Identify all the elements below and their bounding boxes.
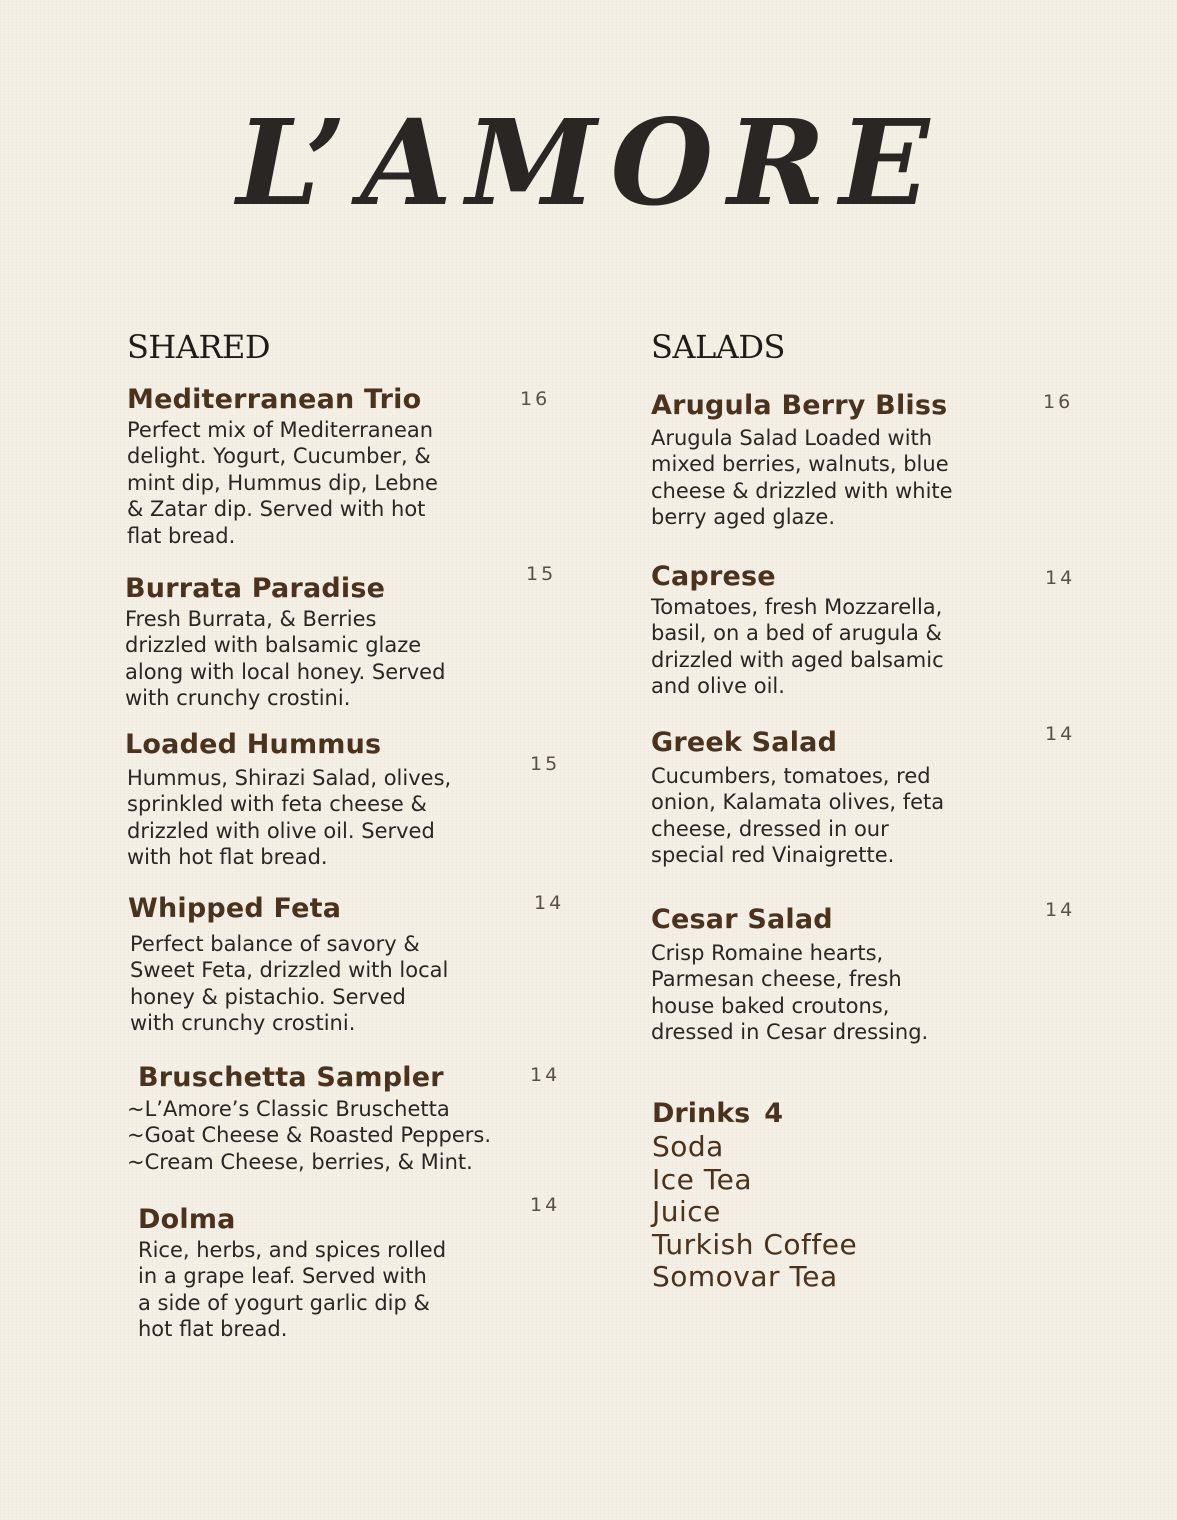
item-description	[651, 940, 1091, 1046]
item-name: Cesar Salad	[651, 904, 833, 935]
description-line: Crisp Romaine hearts,	[651, 941, 884, 965]
description-line: Arugula Salad Loaded with	[651, 426, 933, 450]
menu-item-dolma	[138, 1204, 578, 1343]
description-line: a side of yogurt garlic dip &	[138, 1290, 430, 1315]
restaurant-logo: L’AMORE	[236, 93, 944, 232]
drink-item: Juice	[652, 1195, 721, 1228]
item-name: Dolma	[138, 1204, 236, 1235]
description-line: Sweet Feta, drizzled with local	[130, 958, 449, 983]
item-name: Loaded Hummus	[125, 729, 382, 760]
description-line: Perfect mix of Mediterranean	[127, 418, 434, 442]
menu-item-whipped-feta	[128, 893, 568, 1037]
menu-item-arugula-berry-bliss	[651, 390, 1091, 531]
item-name: Mediterranean Trio	[127, 384, 422, 415]
item-description	[127, 417, 567, 549]
drinks-section	[652, 1097, 1032, 1294]
menu-item-mediterranean-trio	[127, 384, 567, 549]
drink-item: Soda	[652, 1130, 724, 1163]
description-line: drizzled with aged balsamic	[651, 647, 944, 672]
description-line: Parmesan cheese, fresh	[651, 967, 902, 992]
description-line: cheese & drizzled with white	[651, 478, 953, 503]
item-description	[127, 1096, 567, 1175]
description-line: sprinkled with feta cheese &	[127, 792, 427, 817]
description-line: ~L’Amore’s Classic Bruschetta	[127, 1097, 450, 1121]
description-line: onion, Kalamata olives, feta	[651, 790, 945, 815]
item-description	[651, 763, 1091, 869]
description-line: ~Goat Cheese & Roasted Peppers.	[127, 1123, 492, 1148]
section-title-salads: SALADS	[651, 328, 785, 366]
item-name: Bruschetta Sampler	[138, 1062, 444, 1093]
description-line: house baked croutons,	[651, 993, 890, 1018]
menu-item-burrata-paradise	[125, 573, 565, 712]
drink-item: Somovar Tea	[652, 1260, 838, 1293]
description-line: mint dip, Hummus dip, Lebne	[127, 470, 438, 495]
item-price: 14	[1045, 723, 1076, 745]
description-line: Hummus, Shirazi Salad, olives,	[127, 766, 452, 790]
item-description	[651, 425, 1091, 531]
menu-item-bruschetta-sampler	[127, 1062, 567, 1175]
description-line: berry aged glaze.	[651, 505, 836, 530]
description-line: in a grape leaf. Served with	[138, 1264, 427, 1289]
description-line: ~Cream Cheese, berries, & Mint.	[127, 1149, 473, 1174]
description-line: with hot flat bread.	[127, 845, 328, 870]
description-line: and olive oil.	[651, 674, 785, 699]
item-name: Burrata Paradise	[125, 573, 386, 604]
item-description	[125, 606, 565, 712]
description-line: along with local honey. Served	[125, 659, 446, 684]
description-line: Perfect balance of savory &	[130, 932, 420, 956]
drink-item: Ice Tea	[652, 1162, 753, 1196]
description-line: honey & pistachio. Served	[130, 984, 406, 1009]
item-price: 14	[1045, 899, 1076, 921]
item-price: 15	[530, 753, 561, 775]
description-line: with crunchy crostini.	[125, 686, 351, 711]
description-line: drizzled with olive oil. Served	[127, 818, 435, 843]
drinks-price: 4	[764, 1098, 784, 1129]
drinks-title: Drinks	[652, 1098, 751, 1129]
drinks-heading	[652, 1097, 1032, 1131]
description-line: Tomatoes, fresh Mozzarella,	[651, 595, 943, 619]
description-line: cheese, dressed in our	[651, 816, 889, 841]
item-description	[651, 594, 1091, 700]
menu-item-caprese	[651, 561, 1091, 700]
item-price: 16	[520, 388, 551, 410]
drink-item: Turkish Coffee	[652, 1227, 858, 1261]
item-price: 14	[530, 1064, 561, 1086]
description-line: Fresh Burrata, & Berries	[125, 607, 377, 631]
drink-list	[652, 1131, 1032, 1294]
description-line: dressed in Cesar dressing.	[651, 1020, 929, 1045]
item-name: Arugula Berry Bliss	[651, 390, 948, 421]
section-title-shared: SHARED	[127, 328, 271, 366]
item-price: 14	[534, 892, 565, 914]
description-line: Rice, herbs, and spices rolled	[138, 1238, 447, 1262]
description-line: hot flat bread.	[138, 1317, 288, 1342]
description-line: special red Vinaigrette.	[651, 843, 895, 868]
item-description	[138, 1237, 578, 1343]
item-price: 14	[530, 1194, 561, 1216]
description-line: Cucumbers, tomatoes, red	[651, 764, 931, 788]
description-line: & Zatar dip. Served with hot	[127, 497, 426, 522]
item-description	[128, 931, 568, 1037]
menu-item-loaded-hummus	[125, 729, 565, 871]
menu-item-greek-salad	[651, 727, 1091, 869]
description-line: delight. Yogurt, Cucumber, &	[127, 444, 431, 469]
item-price: 16	[1043, 391, 1074, 413]
item-price: 14	[1045, 567, 1076, 589]
menu-item-cesar-salad	[651, 904, 1091, 1046]
description-line: drizzled with balsamic glaze	[125, 633, 422, 658]
item-name: Greek Salad	[651, 727, 838, 758]
item-description	[125, 765, 565, 871]
description-line: flat bread.	[127, 523, 236, 548]
description-line: basil, on a bed of arugula &	[651, 621, 942, 646]
item-name: Caprese	[651, 561, 776, 592]
item-name: Whipped Feta	[128, 893, 342, 924]
item-price: 15	[526, 563, 557, 585]
description-line: with crunchy crostini.	[130, 1011, 356, 1036]
description-line: mixed berries, walnuts, blue	[651, 452, 949, 477]
